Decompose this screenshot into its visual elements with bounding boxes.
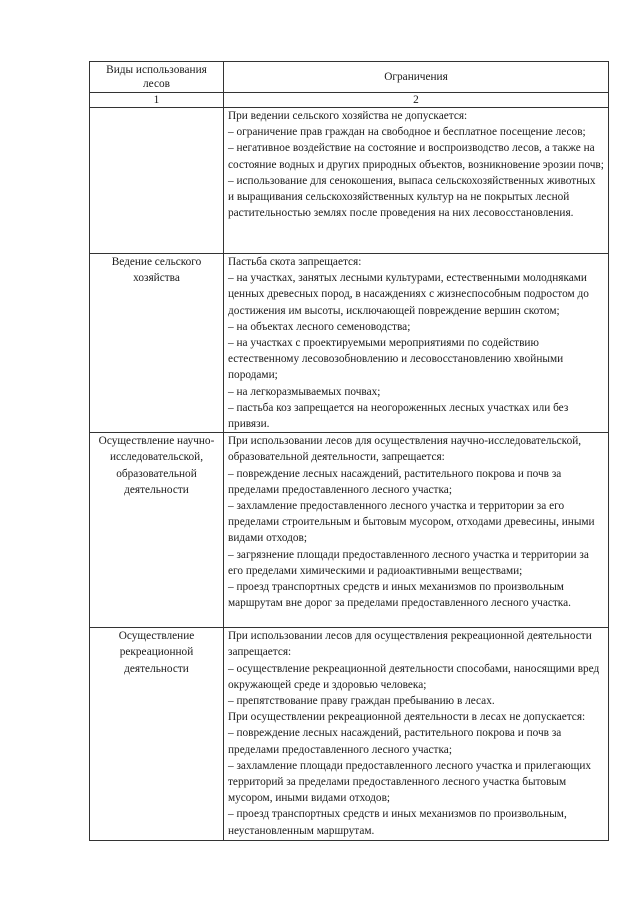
restriction-line: – ограничение прав граждан на свободное и бесплатное посещение лесов; [228,126,586,139]
restriction-line: При осуществлении рекреационной деятельности в лесах не допускается: [228,711,586,724]
restriction-line: При использовании лесов для осуществления научно-исследовательской, образовательной деятельности, запрещается: [228,435,582,464]
column-number-1: 1 [90,93,224,108]
restriction-line: – загрязнение площади предоставленного лесного участка и территории за его пределами химическими и радиоактивными веществами; [228,548,589,577]
restriction-line: – осуществление рекреационной деятельности способами, наносящими вред окружающей среде и здоровью человека; [228,662,600,691]
table-row [90,254,609,433]
restriction-line: – захламление площади предоставленного лесного участка и прилегающих территорий за пределами предоставленного лесного участка бытовым мусором, иными видами отходов; [228,759,592,805]
restriction-line: – использование для сенокошения, выпаса сельскохозяйственных животных и выращивания сельскохозяйственных культур на не покрытых лесной растительностью землях после проведения на них лесовосстановления. [228,174,596,220]
restriction-line: – повреждение лесных насаждений, растительного покрова и почв за пределами предоставленного лесного участка; [228,727,562,756]
restriction-line: – на участках с проектируемыми мероприятиями по содействию естественному лесовозобновлению и лесовосстановлению хвойными породами; [228,337,564,382]
restriction-line: – на объектах лесного семеноводства; [228,320,411,333]
table-row [90,433,609,628]
forest-use-kind-cell: Ведение сельского хозяйства [90,254,224,433]
restrictions-cell [224,108,609,254]
column-number-2: 2 [224,93,609,108]
restriction-line: – препятствование праву граждан пребыванию в лесах. [228,695,495,708]
restrictions-table [89,61,609,841]
restrictions-cell [224,433,609,628]
restriction-line: – на легкоразмываемых почвах; [228,385,381,398]
restriction-line: – на участках, занятых лесными культурами, естественными молодняками ценных древесных пород, в насаждениях с жизнеспособным подростом до достижения им высоты, исключающей повреждение вершин скотом; [228,272,589,317]
restriction-line: Пастьба скота запрещается: [228,256,362,268]
restrictions-cell [224,628,609,841]
table-row [90,628,609,841]
restriction-line: При использовании лесов для осуществления рекреационной деятельности запрещается: [228,630,592,659]
restriction-line: – повреждение лесных насаждений, растительного покрова и почв за пределами предоставленного лесного участка; [228,467,562,496]
forest-use-kind-cell [90,108,224,254]
forest-use-kind-cell: Осуществление рекреационной деятельности [90,628,224,841]
restriction-line: При ведении сельского хозяйства не допускается: [228,110,468,122]
restriction-line: – негативное воздействие на состояние и воспроизводство лесов, а также на состояние водных и других природных объектов, возникновение эрозии почв; [228,142,604,171]
restriction-line: – проезд транспортных средств и иных механизмов по произвольным маршрутам вне дорог за пределами предоставленного лесного участка. [228,581,571,610]
restriction-line: – пастьба коз запрещается на неогороженных лесных участках или без привязи. [228,401,569,431]
column-number-row [90,93,609,108]
restriction-line: – захламление предоставленного лесного участка и территории за его пределами строительным и бытовым мусором, отходами древесины, иными видами отходов; [228,500,595,545]
table-header-row [90,62,609,93]
header-restrictions: Ограничения [224,62,609,93]
restriction-line: – проезд транспортных средств и иных механизмов по произвольным, неустановленным маршрутам. [228,808,567,837]
forest-use-kind-cell: Осуществление научно-исследовательской, образовательной деятельности [90,433,224,628]
header-forest-use-types: Виды использования лесов [90,62,224,93]
restrictions-cell [224,254,609,433]
table-row [90,108,609,254]
